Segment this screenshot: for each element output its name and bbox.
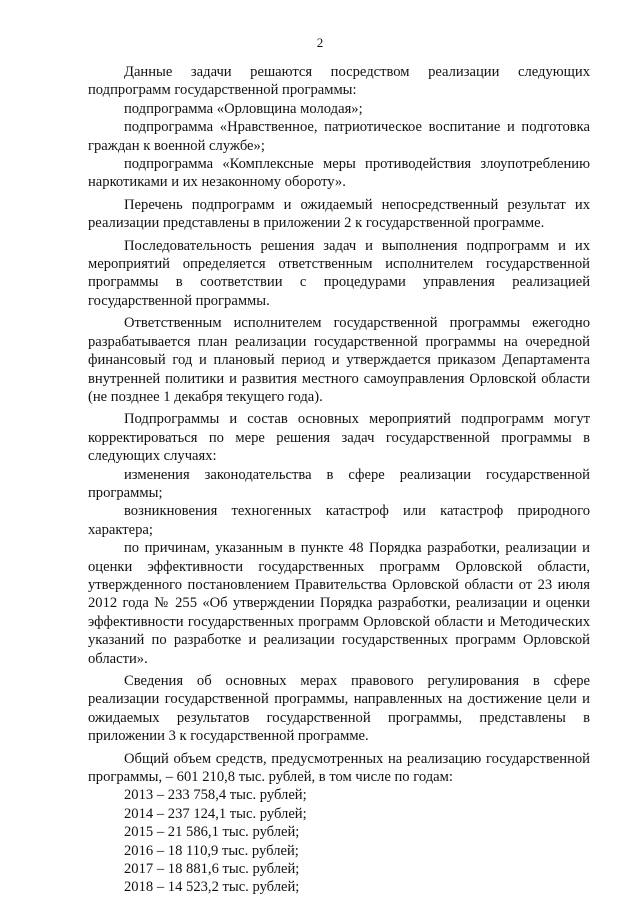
- funding-list: [88, 786, 590, 896]
- paragraph: Ответственным исполнителем государственной программы ежегодно разрабатывается план реализации государственной программы на очередной финансовый год и плановый период и утверждается приказом Департамента внутренней политики и развития местного самоуправления Орловской области (не позднее 1 декабря текущего года).: [88, 315, 590, 405]
- case-item: возникновения техногенных катастроф или катастроф природного характера;: [88, 503, 590, 538]
- paragraph: Сведения об основных мерах правового регулирования в сфере реализации государственной программы, направленных на достижение цели и ожидаемых результатов государственной программы, представлены в приложении 3 к государственной программе.: [88, 673, 590, 745]
- funding-year-item: 2014 – 237 124,1 тыс. рублей;: [124, 805, 307, 822]
- paragraph: Перечень подпрограмм и ожидаемый непосредственный результат их реализации представлены в приложении 2 к государственной программе.: [88, 196, 590, 232]
- page-number: 2: [316, 35, 324, 50]
- funding-year-item: 2018 – 14 523,2 тыс. рублей;: [124, 879, 300, 896]
- funding-year-item: 2016 – 18 110,9 тыс. рублей;: [124, 842, 299, 859]
- subprogram-item: подпрограмма «Нравственное, патриотическое воспитание и подготовка граждан к военной службе»;: [88, 119, 590, 154]
- paragraph-funding: Общий объем средств, предусмотренных на реализацию государственной программы, – 601 210,8 тыс. рублей, в том числе по годам:: [88, 750, 590, 786]
- funding-year-item: 2017 – 18 881,6 тыс. рублей;: [124, 861, 300, 878]
- funding-year-item: 2013 – 233 758,4 тыс. рублей;: [124, 787, 307, 804]
- paragraph: Последовательность решения задач и выполнения подпрограмм и их мероприятий определяется ответственным исполнителем государственной программы в соответствии с процедурами управления реализацией государственной программы.: [88, 237, 590, 309]
- document-body: [88, 63, 590, 897]
- funding-year-item: 2015 – 21 586,1 тыс. рублей;: [124, 824, 300, 841]
- case-item: изменения законодательства в сфере реализации государственной программы;: [88, 466, 590, 501]
- subprogram-item: подпрограмма «Орловщина молодая»;: [124, 100, 363, 117]
- paragraph: Подпрограммы и состав основных мероприятий подпрограмм могут корректироваться по мере решения задач государственной программы в следующих случаях:: [88, 411, 590, 465]
- case-item: по причинам, указанным в пункте 48 Порядка разработки, реализации и оценки эффективности государственных программ Орловской области, утвержденного постановлением Правительства Орловской области от 23 июля 2012 года № 255 «Об утверждении Порядка разработки, реализации и оценки эффективности государственных программ Орловской области и Методических указаний по разработке и реализации государственных программ Орловской области».: [88, 540, 590, 667]
- paragraph-intro: Данные задачи решаются посредством реализации следующих подпрограмм государственной программы:: [88, 64, 590, 99]
- subprogram-item: подпрограмма «Комплексные меры противодействия злоупотреблению наркотиками и их незаконному обороту».: [88, 156, 590, 191]
